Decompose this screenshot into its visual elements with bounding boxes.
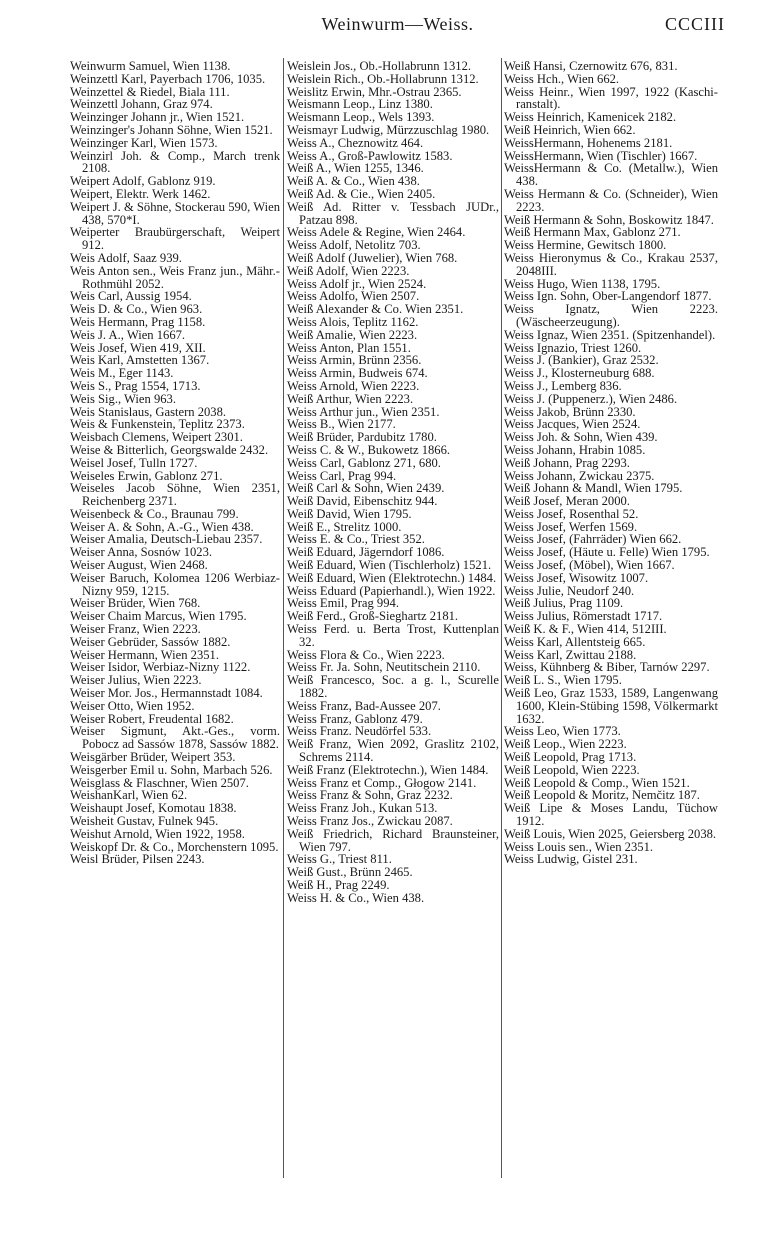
directory-entry: Weiss J. (Puppenerz.), Wien 2486. [504, 391, 678, 406]
directory-entry: Weiß Josef, Meran 2000. [504, 494, 630, 509]
directory-entry: Weiss Franz & Sohn, Graz 2232. [287, 788, 453, 803]
directory-entry: Weisgerber Emil u. Sohn, Marbach 526. [70, 762, 273, 777]
directory-entry: Weiß Francesco, Soc. a g. l., Scurelle 1882. [287, 673, 499, 701]
directory-entry: Weiser Otto, Wien 1952. [70, 698, 195, 713]
directory-entry: Weiss, Kühnberg & Biber, Tarnów 2297. [504, 660, 710, 675]
directory-entry: Weis S., Prag 1554, 1713. [70, 378, 201, 393]
directory-entry: Weipert Adolf, Gablonz 919. [70, 174, 216, 189]
directory-entry: Weiß Eduard, Jägerndorf 1086. [287, 545, 445, 560]
directory-entry: Weiss Franz, Gablonz 479. [287, 711, 423, 726]
directory-entry: Weiss Hugo, Wien 1138, 1795. [504, 276, 661, 291]
directory-entry: Weiß Leop., Wien 2223. [504, 737, 627, 752]
directory-entry: Weisglass & Flaschner, Wien 2507. [70, 775, 249, 790]
directory-entry: Weis Hermann, Prag 1158. [70, 314, 206, 329]
directory-entry: Weis & Funkenstein, Teplitz 2373. [70, 417, 245, 432]
directory-entry: Weiß Hermann & Sohn, Boskowitz 1847. [504, 212, 714, 227]
directory-entry: Weismann Leop., Wels 1393. [287, 110, 435, 125]
directory-entry: Weisel Josef, Tulln 1727. [70, 455, 198, 470]
directory-column-1 [70, 60, 280, 866]
directory-entry: Weiß Leopold, Prag 1713. [504, 750, 637, 765]
directory-entry: Weiss Carl, Prag 994. [287, 468, 397, 483]
directory-entry: Weiß H., Prag 2249. [287, 878, 390, 892]
directory-entry: Weismayr Ludwig, Mürzzuschlag 1980. [287, 122, 490, 137]
directory-entry: Weinzinger Johann jr., Wien 1521. [70, 110, 245, 125]
directory-entry: Weiss J. (Bankier), Graz 2532. [504, 353, 659, 368]
directory-entry: Weiß Hermann Max, Gablonz 271. [504, 225, 681, 240]
directory-entry: Weinzinger's Johann Söhne, Wien 1521. [70, 122, 273, 137]
directory-entry: Weisenbeck & Co., Braunau 799. [70, 506, 239, 521]
directory-entry: Weiss Joh. & Sohn, Wien 439. [504, 430, 658, 445]
directory-entry: Weiß Carl & Sohn, Wien 2439. [287, 481, 445, 496]
directory-entry: Weiser Gebrüder, Sassów 1882. [70, 634, 231, 649]
directory-entry: Weiss Ignaz, Wien 2351. (Spitzenhandel). [504, 327, 716, 342]
directory-entry: Weiss Anton, Plan 1551. [287, 340, 411, 355]
directory-entry: Weiß Louis, Wien 2025, Geiersberg 2038. [504, 826, 717, 841]
directory-column-3 [504, 60, 718, 866]
directory-entry: Weiß L. S., Wien 1795. [504, 673, 622, 688]
directory-entry: Weiß A. & Co., Wien 438. [287, 174, 420, 189]
directory-entry: Weiss Franz et Comp., Głogow 2141. [287, 775, 477, 790]
directory-entry: Weinwurm Samuel, Wien 1138. [70, 59, 231, 73]
directory-entry: Weiss Hieronymus & Co., Krakau 2537, 2048III. [504, 250, 718, 278]
directory-entry: Weiser Sigmunt, Akt.-Ges., vorm. Pobocz ad Sassów 1878, Sassów 1882. [70, 724, 280, 752]
directory-entry: Weiss Fr. Ja. Sohn, Neutitschein 2110. [287, 660, 481, 675]
directory-entry: Weiseles Erwin, Gablonz 271. [70, 468, 223, 483]
directory-entry: Weislein Rich., Ob.-Hollabrunn 1312. [287, 71, 479, 86]
directory-entry: Weiss Hermine, Gewitsch 1800. [504, 238, 667, 253]
directory-entry: Weiss Adele & Regine, Wien 2464. [287, 225, 466, 240]
directory-entry: Weis Adolf, Saaz 939. [70, 250, 182, 265]
directory-entry: Weiss Jakob, Brünn 2330. [504, 404, 636, 419]
directory-entry: Weiss C. & W., Bukowetz 1866. [287, 442, 451, 457]
directory-entry: Weiss Ign. Sohn, Ober-Langendorf 1877. [504, 289, 712, 304]
directory-entry: Weiss Karl, Zwittau 2188. [504, 647, 637, 662]
directory-entry: Weiss Eduard (Papierhandl.), Wien 1922. [287, 583, 496, 598]
directory-entry: Weiseles Jacob Söhne, Wien 2351, Reichenberg 2371. [70, 481, 280, 509]
directory-entry: WeissHermann & Co. (Metallw.), Wien 438. [504, 161, 718, 189]
directory-entry: Weiß Ferd., Groß-Sieghartz 2181. [287, 609, 459, 624]
directory-entry: Weiss Flora & Co., Wien 2223. [287, 647, 445, 662]
directory-entry: Weiss Franz. Neudörfel 533. [287, 724, 432, 739]
directory-entry: Weiser Baruch, Kolomea 1206 Werbiaz-Nizny 959, 1215. [70, 570, 280, 598]
directory-entry: Weiss Josef, Werfen 1569. [504, 519, 638, 534]
directory-entry: Weiß Alexander & Co. Wien 2351. [287, 302, 464, 317]
directory-entry: Weiss A., Cheznowitz 464. [287, 135, 424, 150]
directory-entry: WeissHermann, Hohenems 2181. [504, 135, 673, 150]
directory-entry: Weiss E. & Co., Triest 352. [287, 532, 425, 547]
directory-entry: Weisgärber Brüder, Weipert 353. [70, 750, 236, 765]
directory-entry: Weiss Hermann & Co. (Schneider), Wien 2223. [504, 186, 718, 214]
directory-entry: Weiss Franz Joh., Kukan 513. [287, 801, 438, 816]
directory-entry: Weiss Armin, Budweis 674. [287, 366, 428, 381]
directory-entry: Weiss Ludwig, Gistel 231. [504, 852, 638, 867]
directory-entry: Weis M., Eger 1143. [70, 366, 174, 381]
directory-entry: Weis Carl, Aussig 1954. [70, 289, 192, 304]
directory-entry: Weiss Ferd. u. Berta Trost, Kuttenplan 32. [287, 622, 499, 649]
directory-entry: Weiss Josef, Wisowitz 1007. [504, 570, 649, 585]
directory-entry: Weiss H. & Co., Wien 438. [287, 890, 425, 905]
directory-entry: Weishaupt Josef, Komotau 1838. [70, 801, 237, 816]
directory-entry: Weiss Arnold, Wien 2223. [287, 378, 420, 393]
directory-entry: Weisbach Clemens, Weipert 2301. [70, 430, 243, 445]
directory-entry: Weiss Johann, Zwickau 2375. [504, 468, 655, 483]
directory-entry: Weiß A., Wien 1255, 1346. [287, 161, 424, 176]
directory-entry: Weiß Brüder, Pardubitz 1780. [287, 430, 437, 445]
directory-entry: Weiss J., Klosterneuburg 688. [504, 366, 655, 381]
page-number: CCCIII [665, 14, 725, 34]
directory-entry: Weinzettel & Riedel, Biala 111. [70, 84, 230, 99]
directory-entry: Weiß Johann, Prag 2293. [504, 455, 630, 470]
directory-entry: Weiss Louis sen., Wien 2351. [504, 839, 654, 854]
directory-entry: Weiss Franz Jos., Zwickau 2087. [287, 814, 453, 829]
directory-entry: Weiß Leopold, Wien 2223. [504, 762, 640, 777]
directory-entry: Weiss B., Wien 2177. [287, 417, 396, 432]
directory-entry: Weiser Amalia, Deutsch-Liebau 2357. [70, 532, 263, 547]
directory-entry: Weinzettl Karl, Payerbach 1706, 1035. [70, 71, 266, 86]
directory-entry: Weiß Friedrich, Richard Braunsteiner, Wien 797. [287, 826, 499, 854]
directory-entry: Weiss Josef, (Häute u. Felle) Wien 1795. [504, 545, 710, 560]
directory-entry: Weis J. A., Wien 1667. [70, 327, 186, 342]
directory-entry: Weiß Ad. & Cie., Wien 2405. [287, 186, 436, 201]
directory-entry: Weislitz Erwin, Mhr.-Ostrau 2365. [287, 84, 462, 99]
column-divider [501, 58, 502, 1178]
directory-entry: Weiss Heinr., Wien 1997, 1922 (Kaschi-ranstalt). [504, 84, 718, 112]
directory-entry: Weiss Ignatz, Wien 2223. (Wäscheerzeugung). [504, 302, 718, 329]
directory-entry: Weiss Adolfo, Wien 2507. [287, 289, 420, 304]
directory-entry: Weiß Eduard, Wien (Elektrotechn.) 1484. [287, 570, 497, 585]
page-title: Weinwurm—Weiss. [321, 14, 474, 34]
column-divider [283, 58, 284, 1178]
directory-entry: Weiss A., Groß-Pawlowitz 1583. [287, 148, 453, 163]
directory-entry: Weipert J. & Söhne, Stockerau 590, Wien 438, 570*I. [70, 199, 280, 227]
directory-entry: Weiß Arthur, Wien 2223. [287, 391, 414, 406]
directory-entry: Weiß E., Strelitz 1000. [287, 519, 402, 534]
directory-entry: Weiß Adolf (Juwelier), Wien 768. [287, 250, 458, 265]
page-header [70, 14, 725, 38]
directory-entry: Weiss Adolf jr., Wien 2524. [287, 276, 427, 291]
directory-entry: Weiss G., Triest 811. [287, 852, 392, 867]
directory-entry: Weiß K. & F., Wien 414, 512III. [504, 622, 667, 637]
directory-entry: Weis D. & Co., Wien 963. [70, 302, 203, 317]
directory-entry: Weiss Josef, Rosenthal 52. [504, 506, 639, 521]
directory-entry: Weiss Adolf, Netolitz 703. [287, 238, 421, 253]
directory-entry: Weiser A. & Sohn, A.-G., Wien 438. [70, 519, 254, 534]
directory-entry: Weiser Chaim Marcus, Wien 1795. [70, 609, 247, 624]
directory-entry: Weiss Karl, Allentsteig 665. [504, 634, 646, 649]
directory-entry: Weisl Brüder, Pilsen 2243. [70, 852, 205, 867]
directory-entry: Weis Karl, Amstetten 1367. [70, 353, 210, 368]
directory-entry: Weiß Franz (Elektrotechn.), Wien 1484. [287, 762, 489, 777]
directory-entry: Weiß Hansi, Czernowitz 676, 831. [504, 59, 678, 73]
directory-entry: Weiser August, Wien 2468. [70, 558, 208, 573]
directory-entry: Weishut Arnold, Wien 1922, 1958. [70, 826, 245, 841]
directory-entry: Weiser Mor. Jos., Hermannstadt 1084. [70, 686, 263, 701]
directory-entry: Weiß Leopold & Comp., Wien 1521. [504, 775, 690, 790]
directory-entry: Weiß Leopold & Moritz, Nemčitz 187. [504, 788, 700, 803]
directory-entry: Weiss Ignazio, Triest 1260. [504, 340, 642, 355]
directory-entry: Weiß Franz, Wien 2092, Graslitz 2102, Schrems 2114. [287, 737, 499, 765]
directory-entry: Weiß Amalie, Wien 2223. [287, 327, 418, 342]
directory-entry: Weis Josef, Wien 419, XII. [70, 340, 206, 355]
directory-entry: Weiss Josef, (Möbel), Wien 1667. [504, 558, 675, 573]
directory-entry: Weiß Lipe & Moses Landu, Tüchow 1912. [504, 801, 718, 829]
directory-entry: Weiss J., Lemberg 836. [504, 378, 622, 393]
directory-entry: Weiß Johann & Mandl, Wien 1795. [504, 481, 683, 496]
directory-entry: WeissHermann, Wien (Tischler) 1667. [504, 148, 698, 163]
directory-entry: Weiser Anna, Sosnów 1023. [70, 545, 213, 560]
directory-entry: Weiss Armin, Brünn 2356. [287, 353, 422, 368]
directory-entry: Weise & Bitterlich, Georgswalde 2432. [70, 442, 269, 457]
directory-entry: Weis Sig., Wien 963. [70, 391, 176, 406]
directory-entry: Weiser Robert, Freudental 1682. [70, 711, 234, 726]
directory-entry: Weiser Franz, Wien 2223. [70, 622, 201, 637]
directory-entry: Weiss Julius, Römerstadt 1717. [504, 609, 663, 624]
directory-entry: Weinzirl Joh. & Comp., March trenk 2108. [70, 148, 280, 176]
directory-entry: Weislein Jos., Ob.-Hollabrunn 1312. [287, 59, 472, 73]
directory-entry: Weipert, Elektr. Werk 1462. [70, 186, 211, 201]
directory-entry: Weiß Leo, Graz 1533, 1589, Langenwang 1600, Klein-Stübing 1598, Völkermarkt 1632. [504, 686, 718, 726]
directory-entry: Weiss Arthur jun., Wien 2351. [287, 404, 440, 419]
directory-entry: Weiss Johann, Hrabin 1085. [504, 442, 646, 457]
directory-entry: Weiß Ad. Ritter v. Tessbach JUDr., Patzau 898. [287, 199, 499, 227]
directory-entry: Weiser Isidor, Werbiaz-Nizny 1122. [70, 660, 251, 675]
directory-entry: Weinzettl Johann, Graz 974. [70, 97, 213, 112]
directory-entry: Weiß David, Wien 1795. [287, 506, 412, 521]
directory-entry: Weiss Hch., Wien 662. [504, 71, 620, 86]
directory-entry: Weiss Jacques, Wien 2524. [504, 417, 641, 432]
directory-entry: Weiss Heinrich, Kamenicek 2182. [504, 110, 677, 125]
directory-entry: Weiß Heinrich, Wien 662. [504, 122, 636, 137]
directory-entry: Weinzinger Karl, Wien 1573. [70, 135, 218, 150]
directory-entry: Weiss Josef, (Fahrräder) Wien 662. [504, 532, 682, 547]
directory-entry: Weiss Leo, Wien 1773. [504, 724, 621, 739]
directory-entry: Weiß Eduard, Wien (Tischlerholz) 1521. [287, 558, 492, 573]
directory-entry: Weiperter Braubürgerschaft, Weipert 912. [70, 225, 280, 253]
directory-entry: Weiß Gust., Brünn 2465. [287, 865, 413, 880]
directory-entry: Weiss Julie, Neudorf 240. [504, 583, 635, 598]
directory-entry: Weiß Julius, Prag 1109. [504, 596, 624, 611]
directory-entry: Weiss Alois, Teplitz 1162. [287, 314, 419, 329]
directory-entry: Weis Anton sen., Weis Franz jun., Mähr.-Rothmühl 2052. [70, 263, 280, 291]
directory-entry: Weiser Julius, Wien 2223. [70, 673, 202, 688]
directory-entry: Weiß Adolf, Wien 2223. [287, 263, 410, 278]
directory-entry: Weisheit Gustav, Fulnek 945. [70, 814, 219, 829]
directory-entry: Weiß David, Eibenschitz 944. [287, 494, 438, 509]
directory-entry: Weiser Brüder, Wien 768. [70, 596, 201, 611]
directory-entry: Weiss Emil, Prag 994. [287, 596, 399, 611]
directory-entry: WeishanKarl, Wien 62. [70, 788, 188, 803]
directory-entry: Weiser Hermann, Wien 2351. [70, 647, 219, 662]
directory-column-2 [287, 60, 499, 905]
directory-entry: Weiss Carl, Gablonz 271, 680. [287, 455, 441, 470]
directory-entry: Weis Stanislaus, Gastern 2038. [70, 404, 227, 419]
directory-entry: Weiskopf Dr. & Co., Morchenstern 1095. [70, 839, 279, 854]
directory-entry: Weismann Leop., Linz 1380. [287, 97, 433, 112]
directory-entry: Weiss Franz, Bad-Aussee 207. [287, 698, 441, 713]
